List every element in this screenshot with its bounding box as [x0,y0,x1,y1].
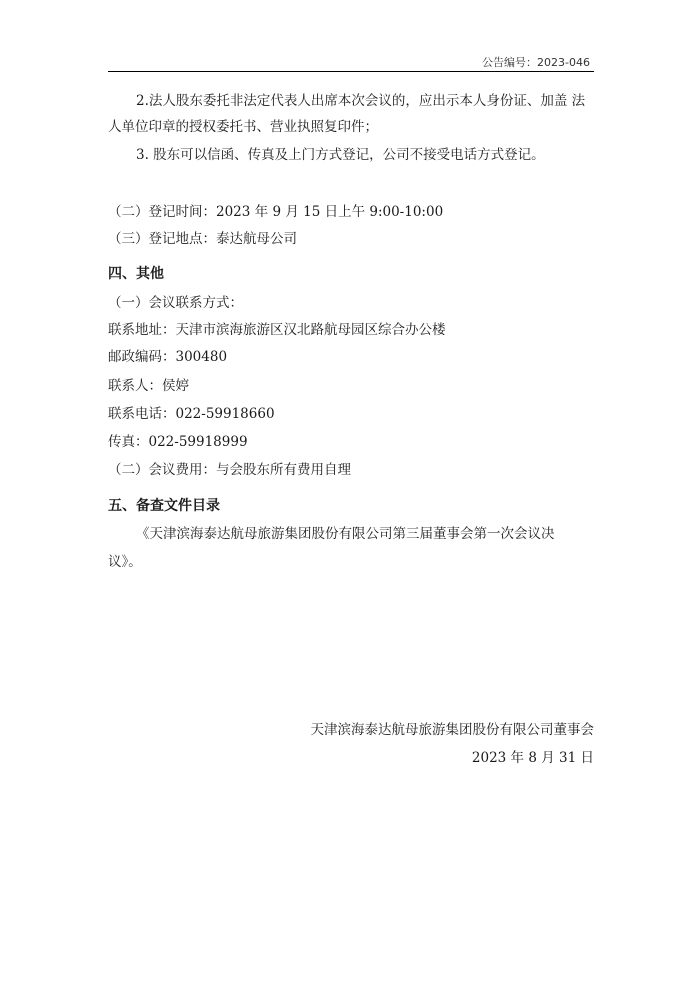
contact-postcode: 邮政编码：300480 [108,349,228,365]
section-heading-other: 四、其他 [108,266,164,282]
documents-line-1: 《天津滨海泰达航母旅游集团股份有限公司第三届董事会第一次会议决 [136,526,555,542]
registration-place: （三）登记地点：泰达航母公司 [108,231,297,247]
contact-phone: 联系电话：022-59918660 [108,406,275,422]
contact-fax: 传真：022-59918999 [108,434,248,450]
registration-item-3: 3. 股东可以信函、传真及上门方式登记，公司不接受电话方式登记。 [136,147,545,163]
announcement-number: 公告编号：2023-046 [482,56,590,69]
contact-person: 联系人：侯婷 [108,378,189,394]
registration-item-2-line-2: 人单位印章的授权委托书、营业执照复印件； [108,119,378,135]
section-heading-documents: 五、备查文件目录 [108,498,220,514]
meeting-fees: （二）会议费用：与会股东所有费用自理 [108,462,351,478]
registration-time: （二）登记时间：2023 年 9 月 15 日上午 9:00-10:00 [108,204,444,220]
contact-heading: （一）会议联系方式： [108,295,243,311]
documents-line-2: 议》。 [108,554,142,570]
contact-address: 联系地址：天津市滨海旅游区汉北路航母园区综合办公楼 [108,322,446,338]
registration-item-2-line-1: 2.法人股东委托非法定代表人出席本次会议的，应出示本人身份证、加盖 法 [136,93,586,109]
signature-company: 天津滨海泰达航母旅游集团股份有限公司董事会 [310,722,594,738]
signature-date: 2023 年 8 月 31 日 [471,750,594,766]
header-divider [108,71,594,72]
